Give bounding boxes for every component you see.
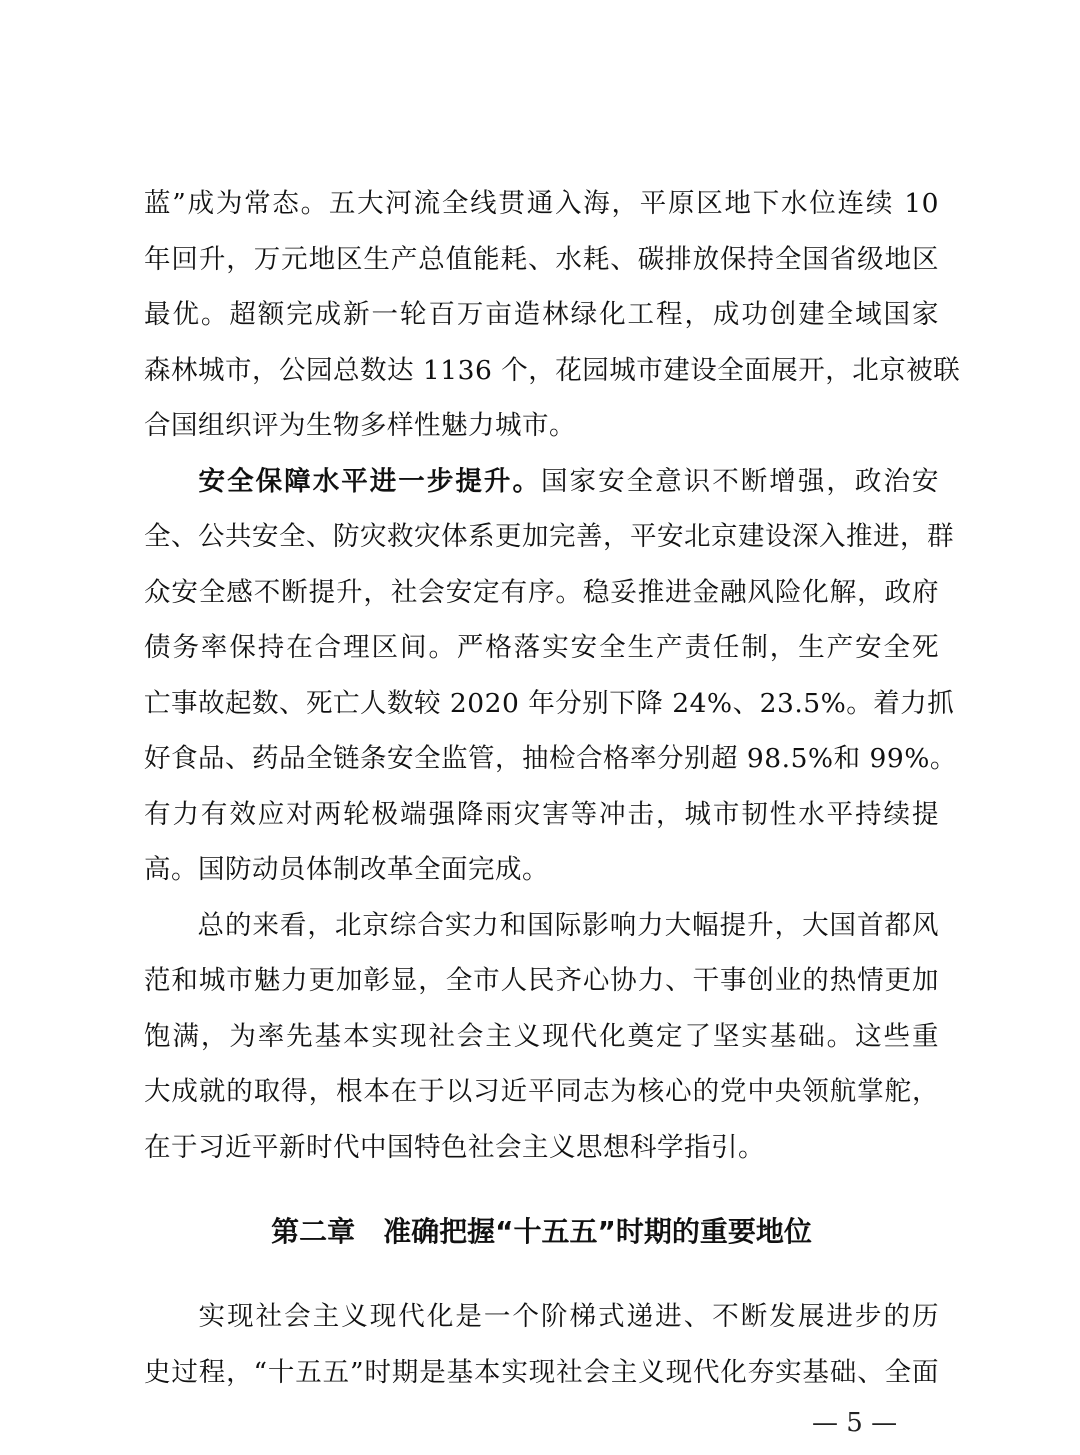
document-page <box>144 176 961 1400</box>
text-line: 史过程，“十五五”时期是基本实现社会主义现代化夯实基础、全面 <box>144 1356 939 1388</box>
text-line: 高。国防动员体制改革全面完成。 <box>144 854 549 885</box>
text-line: 蓝”成为常态。五大河流全线贯通入海，平原区地下水位连续 10 <box>144 188 939 219</box>
text-line: 亡事故起数、死亡人数较 2020 年分别下降 24%、23.5%。着力抓 <box>144 687 955 719</box>
text-line: 年回升，万元地区生产总值能耗、水耗、碳排放保持全国省级地区 <box>144 243 939 275</box>
section-gap <box>144 1175 939 1202</box>
section-gap <box>144 1262 939 1289</box>
chapter-heading <box>144 1202 939 1262</box>
text-line: 范和城市魅力更加彰显，全市人民齐心协力、干事创业的热情更加 <box>144 965 939 996</box>
text-line: 众安全感不断提升，社会安定有序。稳妥推进金融风险化解，政府 <box>144 576 939 608</box>
paragraph-chapter-intro <box>144 1289 939 1400</box>
text-line <box>144 898 939 954</box>
text-span: 总的来看，北京综合实力和国际影响力大幅提升，大国首都风 <box>197 909 939 941</box>
text-line: 最优。超额完成新一轮百万亩造林绿化工程，成功创建全域国家 <box>144 299 939 330</box>
text-line: 在于习近平新时代中国特色社会主义思想科学指引。 <box>144 1131 765 1163</box>
text-span: 国家安全意识不断增强，政治安 <box>541 465 939 497</box>
paragraph-security <box>144 454 957 898</box>
text-line: 森林城市，公园总数达 1136 个，花园城市建设全面展开，北京被联 <box>144 354 961 386</box>
paragraph-summary <box>144 898 939 1176</box>
text-line: 有力有效应对两轮极端强降雨灾害等冲击，城市韧性水平持续提 <box>144 798 939 830</box>
text-line: 好食品、药品全链条安全监管，抽检合格率分别超 98.5%和 99%。 <box>144 743 957 774</box>
text-line: 大成就的取得，根本在于以习近平同志为核心的党中央领航掌舵， <box>144 1076 939 1107</box>
text-line: 债务率保持在合理区间。严格落实安全生产责任制，生产安全死 <box>144 632 939 663</box>
paragraph-environment <box>144 176 961 454</box>
page-number: — 5 — <box>812 1408 898 1438</box>
text-line <box>144 1289 939 1345</box>
text-line: 全、公共安全、防灾救灾体系更加完善，平安北京建设深入推进，群 <box>144 521 954 552</box>
chapter-title: 准确把握“十五五”时期的重要地位 <box>383 1215 812 1248</box>
chapter-number: 第二章 <box>271 1215 356 1248</box>
text-span: 实现社会主义现代化是一个阶梯式递进、不断发展进步的历 <box>197 1301 939 1332</box>
paragraph-lead-heading: 安全保障水平进一步提升。 <box>197 465 541 497</box>
text-line: 饱满，为率先基本实现社会主义现代化奠定了坚实基础。这些重 <box>144 1020 939 1052</box>
text-line <box>144 454 939 510</box>
text-line: 合国组织评为生物多样性魅力城市。 <box>144 410 576 441</box>
